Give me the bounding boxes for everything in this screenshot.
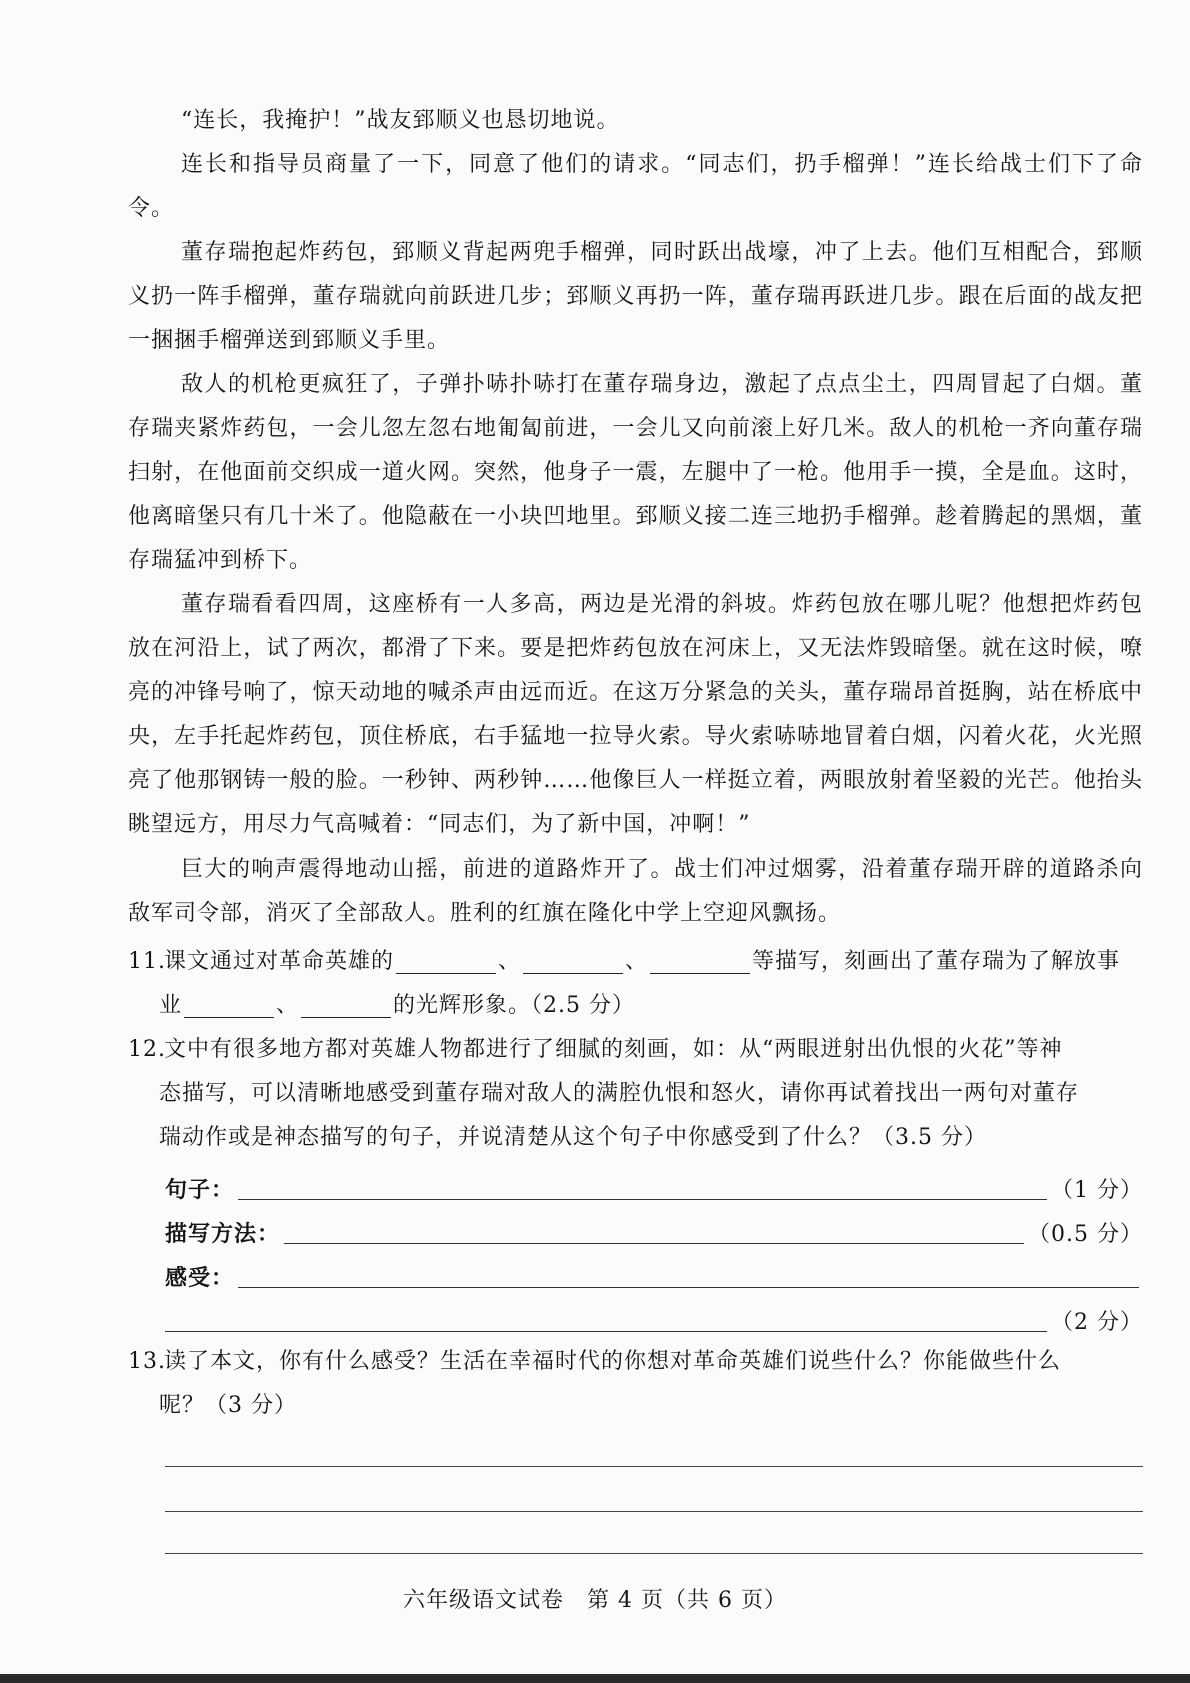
question-number: 13. [128, 1349, 166, 1374]
passage-paragraph-1: “连长，我掩护！”战友郅顺义也恳切地说。 [181, 108, 620, 133]
answer-line-1[interactable] [165, 1466, 1143, 1467]
sentence-answer-row [165, 1168, 1143, 1208]
feeling-label: 感受： [165, 1266, 235, 1291]
passage-paragraph-6: 巨大的响声震得地动山摇，前进的道路炸开了。战士们冲过烟雾，沿着董存瑞开辟的道路杀向敌军司令部，消灭了全部敌人。胜利的红旗在隆化中学上空迎风飘扬。 [128, 857, 1143, 926]
method-points: （0.5 分） [1028, 1222, 1143, 1247]
feeling-points: （2 分） [1051, 1310, 1143, 1335]
feeling-answer-line-2[interactable] [165, 1331, 1047, 1332]
separator: 、 [625, 949, 649, 974]
question-number: 11. [128, 949, 166, 974]
question-12 [128, 1028, 1143, 1160]
answer-blank[interactable] [523, 943, 623, 974]
question-text: 读了本文，你有什么感受？生活在幸福时代的你想对革命英雄们说些什么？你能做些什么 [164, 1349, 1062, 1374]
question-number: 12. [128, 1037, 166, 1062]
passage-paragraph-5: 董存瑞看看四周，这座桥有一人多高，两边是光滑的斜坡。炸药包放在哪儿呢？他想把炸药包放在河沿上，试了两次，都滑了下来。要是把炸药包放在河床上，又无法炸毁暗堡。就在这时候，嘹亮的冲锋号响了，惊天动地的喊杀声由远而近。在这万分紧急的关头，董存瑞昂首挺胸，站在桥底中央，左手托起炸药包，顶住桥底，右手猛地一拉导火索。导火索哧哧地冒着白烟，闪着火花，火光照亮了他那钢铸一般的脸。一秒钟、两秒钟……他像巨人一样挺立着，两眼放射着坚毅的光芒。他抬头眺望远方，用尽力气高喊着：“同志们，为了新中国，冲啊！” [128, 592, 1143, 837]
question-text: 文中有很多地方都对英雄人物都进行了细腻的刻画，如：从“两眼迸射出仇恨的火花”等神 [164, 1037, 1063, 1062]
answer-blank[interactable] [184, 987, 274, 1018]
answer-blank[interactable] [301, 987, 391, 1018]
answer-line-3[interactable] [165, 1553, 1143, 1554]
answer-line-2[interactable] [165, 1511, 1143, 1512]
question-text: 等描写，刻画出了董存瑞为了解放事 [752, 949, 1121, 974]
question-text: 呢？（3 分） [159, 1393, 297, 1418]
question-text: 业 [159, 993, 183, 1018]
method-label: 描写方法： [165, 1222, 281, 1247]
question-text: 的光辉形象。（2.5 分） [393, 993, 636, 1018]
sentence-label: 句子： [165, 1178, 235, 1203]
separator: 、 [276, 993, 300, 1018]
question-13 [128, 1340, 1143, 1428]
separator: 、 [498, 949, 522, 974]
feeling-answer-row-2 [165, 1300, 1143, 1340]
answer-blank[interactable] [396, 943, 496, 974]
feeling-answer-row [165, 1256, 1143, 1296]
page-footer: 六年级语文试卷 第 4 页（共 6 页） [403, 1588, 787, 1613]
answer-blank[interactable] [650, 943, 750, 974]
passage-paragraph-4: 敌人的机枪更疯狂了，子弹扑哧扑哧打在董存瑞身边，激起了点点尘土，四周冒起了白烟。董存瑞夹紧炸药包，一会儿忽左忽右地匍匐前进，一会儿又向前滚上好几米。敌人的机枪一齐向董存瑞扫射，在他面前交织成一道火网。突然，他身子一震，左腿中了一枪。他用手一摸，全是血。这时，他离暗堡只有几十米了。他隐蔽在一小块凹地里。郅顺义接二连三地扔手榴弹。趁着腾起的黑烟，董存瑞猛冲到桥下。 [128, 372, 1143, 573]
question-text: 课文通过对革命英雄的 [164, 949, 395, 974]
scan-edge-bar [0, 1674, 1190, 1683]
passage-paragraph-3: 董存瑞抱起炸药包，郅顺义背起两兜手榴弹，同时跃出战壕，冲了上去。他们互相配合，郅顺义扔一阵手榴弹，董存瑞就向前跃进几步；郅顺义再扔一阵，董存瑞再跃进几步。跟在后面的战友把一捆捆手榴弹送到郅顺义手里。 [128, 240, 1143, 353]
question-text: 瑞动作或是神态描写的句子，并说清楚从这个句子中你感受到了什么？（3.5 分） [159, 1125, 987, 1150]
feeling-answer-line[interactable] [238, 1287, 1139, 1288]
question-text: 态描写，可以清晰地感受到董存瑞对敌人的满腔仇恨和怒火，请你再试着找出一两句对董存 [159, 1081, 1080, 1106]
passage-paragraph-2: 连长和指导员商量了一下，同意了他们的请求。“同志们，扔手榴弹！”连长给战士们下了命令。 [128, 152, 1143, 221]
question-11 [128, 940, 1143, 1028]
method-answer-row [165, 1212, 1143, 1252]
sentence-points: （1 分） [1051, 1178, 1143, 1203]
sentence-answer-line[interactable] [238, 1199, 1047, 1200]
method-answer-line[interactable] [284, 1243, 1024, 1244]
